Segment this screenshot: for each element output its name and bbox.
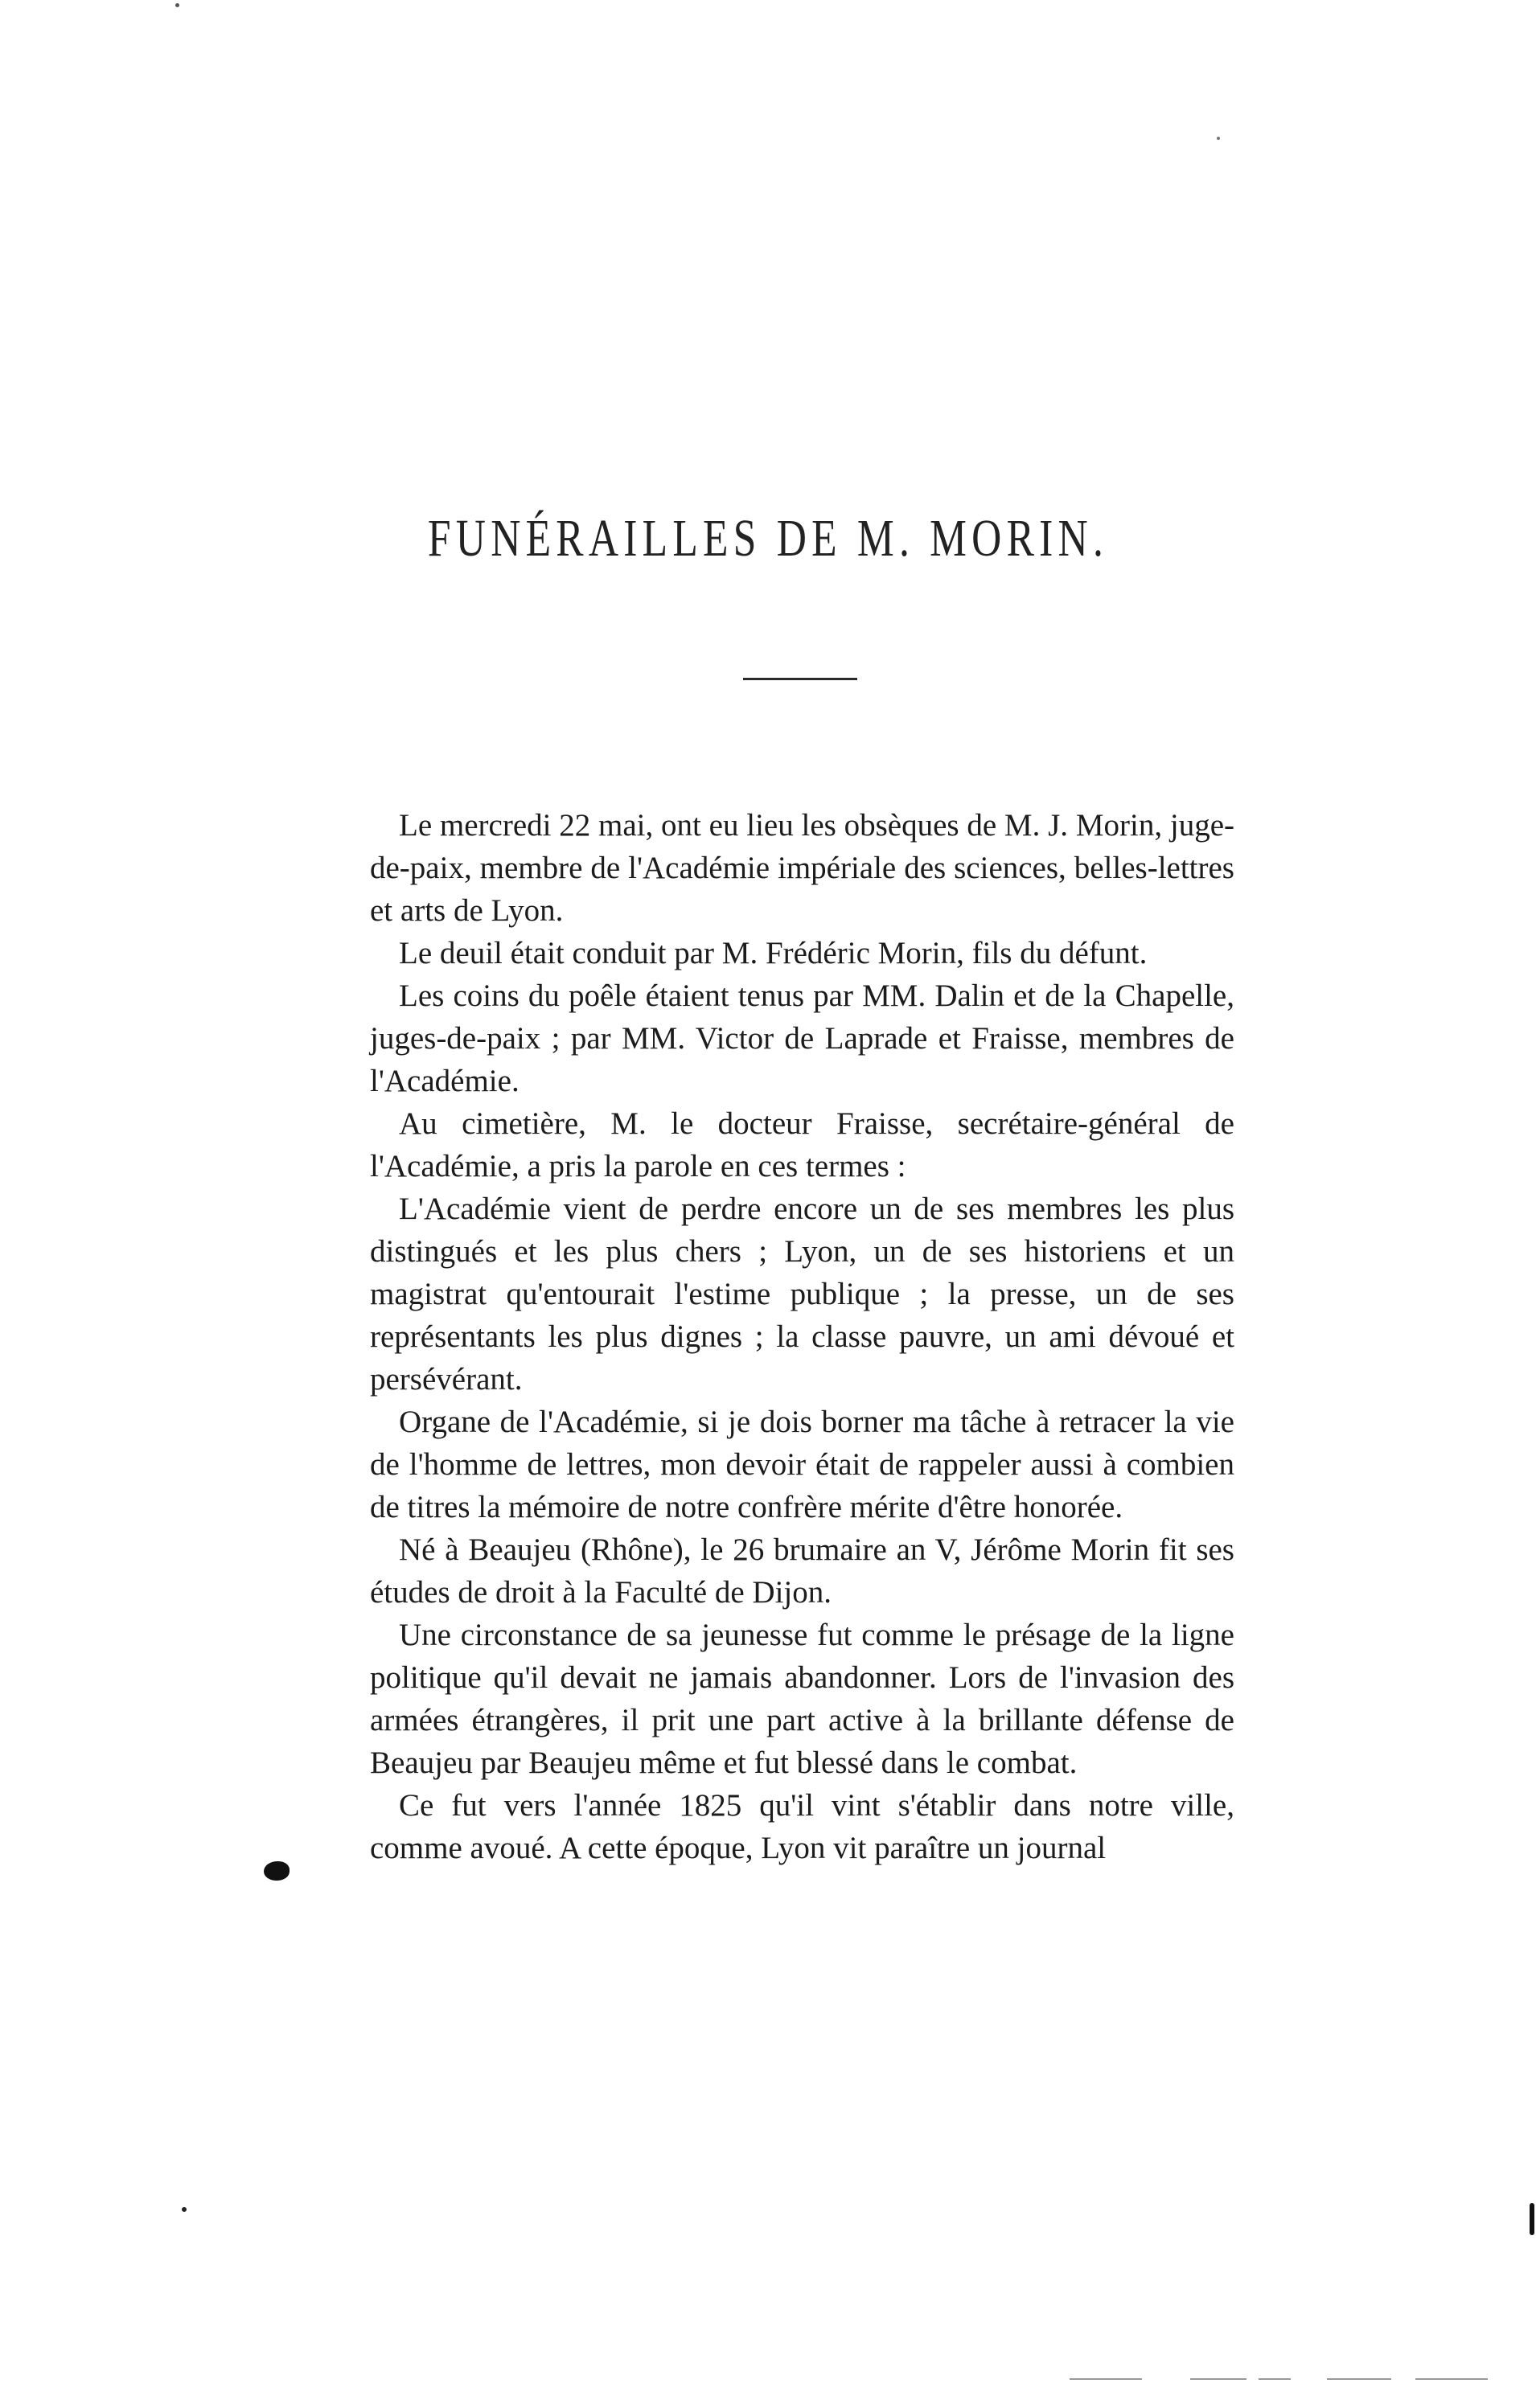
scan-footer-mark xyxy=(1259,2378,1291,2380)
scan-footer-mark xyxy=(1190,2378,1246,2380)
scan-footer-mark xyxy=(1070,2378,1142,2380)
scan-footer-mark xyxy=(1415,2378,1488,2380)
body-text xyxy=(370,804,1234,1869)
paragraph: Le deuil était conduit par M. Frédéric Morin, fils du défunt. xyxy=(399,936,1148,970)
scan-speck xyxy=(182,2207,187,2212)
scan-edge-mark xyxy=(1530,2203,1534,2235)
scan-footer-mark xyxy=(1327,2378,1391,2380)
page-title: FUNÉRAILLES DE M. MORIN. xyxy=(427,509,1109,568)
scan-speck xyxy=(1217,137,1220,140)
paragraph: Ce fut vers l'année 1825 qu'il vint s'établir dans notre ville, comme avoué. A cette époque, Lyon vit paraître un journal xyxy=(370,1788,1234,1865)
paragraph: Né à Beaujeu (Rhône), le 26 brumaire an V, Jérôme Morin fit ses études de droit à la Faculté de Dijon. xyxy=(370,1532,1234,1610)
paragraph: L'Académie vient de perdre encore un de ses membres les plus distingués et les plus chers ; Lyon, un de ses historiens et un magistrat qu'entourait l'estime publique ; la presse, un de ses représentants les plus dignes ; la classe pauvre, un ami dévoué et persévérant. xyxy=(370,1192,1234,1397)
scan-speck xyxy=(175,3,179,7)
paragraph: Le mercredi 22 mai, ont eu lieu les obsèques de M. J. Morin, juge-de-paix, membre de l'Académie impériale des sciences, belles-lettres et arts de Lyon. xyxy=(370,808,1234,928)
paragraph: Au cimetière, M. le docteur Fraisse, secrétaire-général de l'Académie, a pris la parole en ces termes : xyxy=(370,1106,1234,1183)
paragraph: Les coins du poêle étaient tenus par MM. Dalin et de la Chapelle, juges-de-paix ; par MM. Victor de Laprade et Fraisse, membres de l'Académie. xyxy=(370,978,1234,1098)
margin-ink-blot xyxy=(264,1861,290,1881)
paragraph: Organe de l'Académie, si je dois borner ma tâche à retracer la vie de l'homme de lettres, mon devoir était de rappeler aussi à combien de titres la mémoire de notre confrère mérite d'être honorée. xyxy=(370,1405,1234,1524)
paragraph: Une circonstance de sa jeunesse fut comme le présage de la ligne politique qu'il devait ne jamais abandonner. Lors de l'invasion des armées étrangères, il prit une part active à la brillante défense de Beaujeu par Beaujeu même et fut blessé dans le combat. xyxy=(370,1618,1234,1780)
title-divider-rule xyxy=(743,678,857,680)
